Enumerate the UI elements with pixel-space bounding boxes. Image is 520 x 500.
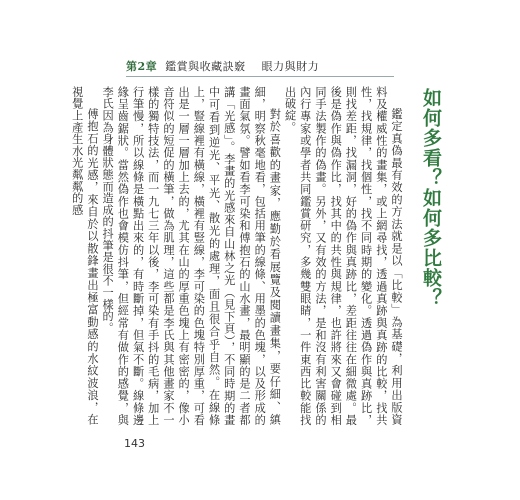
topic-label: 眼力與財力 xyxy=(261,60,320,73)
paragraph-3: 傅抱石的光感，來自於以散鋒畫出極富動感的水紋波浪，在視覺上產生水光粼粼的感 xyxy=(70,86,99,426)
paragraph-2: 對於喜歡的畫家，應勤於看展覽及閱讀畫集，要仔細、縝細，明察秋毫地看，包括用筆的線條、用墨的色塊，以及形成的畫面氣氛。譬如看李可染和傅抱石的山水畫，最明顯的是二者都講「光感」。李畫的光感來自山林之光（見下頁），不同時期的畫中可看到逆光、平光、散光的處理，面且很合乎自然。在線條上，豎線裡有橫線，橫裡有豎線，李可染的色塊特別厚重，可看出是一層一層加上去的，尤其在山的厚重色塊上有密密的，像小音符似的短促的橫筆，做為肌理，這些都是李氏與其他畫家不一樣的獨特技法，而一九七三年以後，李可染有手抖的毛病，加上行筆慢，所以線條是橫點出來的，有時斷掉，但氣不斷。線條邊緣呈齒鋸狀。當然偽作也會模仿抖筆，但經常有做作的感覺，與李氏因為身體狀態而造成的抖筆是很不一樣的。 xyxy=(101,86,282,426)
chapter-label: 第2章 xyxy=(126,60,158,73)
running-header xyxy=(126,58,319,74)
paragraph-1: 鑑定真偽最有效的方法就是以「比較」為基礎，利用出版資料及權威性的畫集，或上網尋找，透過真跡與真跡的比較，找共性，找規律，找個性，找不同時期的變化。透過偽作與真跡比，則找差距，找漏洞，好的偽作與真跡比，差距往往在細微處。最後是偽作與偽作比，找其中的共性與規律，也許將來又會碰到相同手法製作的偽畫。另外，又有效的方法，是和沒有利害關係的內行專家或學者共同鑑賞研究，多幾雙眼睛，一件東西比較能找出破綻。 xyxy=(283,86,403,426)
section-title: 如何多看？如何多比較？ xyxy=(420,88,442,308)
book-section-label: 鑑賞與收藏訣竅 xyxy=(165,60,246,73)
header-divider xyxy=(126,76,394,77)
body-text xyxy=(70,86,404,426)
page-number: 143 xyxy=(124,437,145,450)
